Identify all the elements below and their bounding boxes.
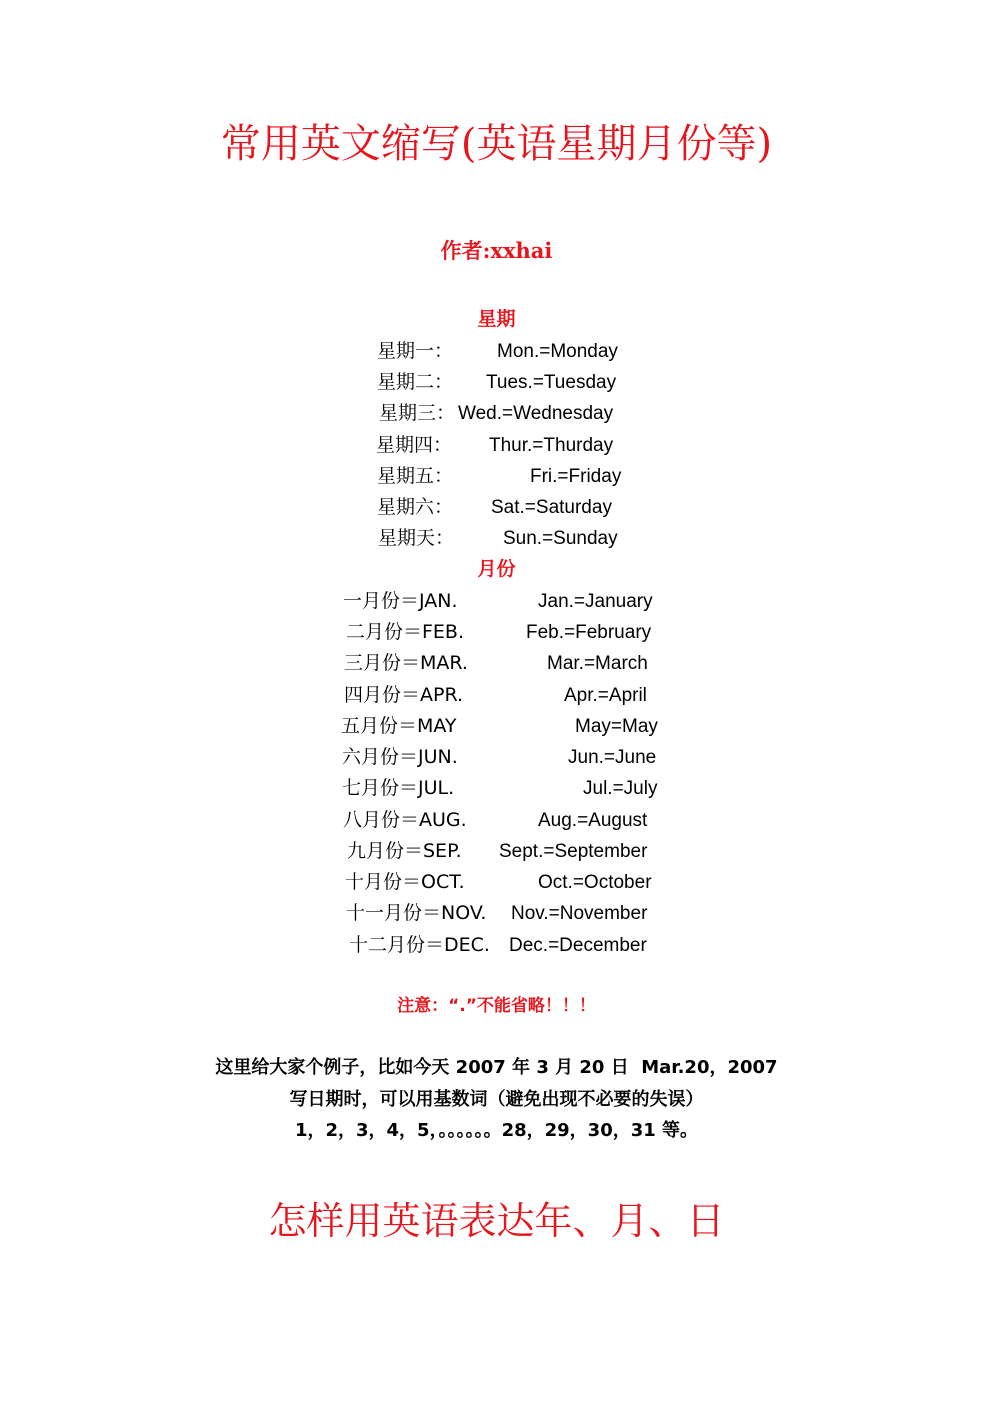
weekday-en: Mon.=Monday — [497, 341, 618, 362]
month-cn: 十二月份＝DEC. — [349, 934, 490, 956]
weekday-en: Sat.=Saturday — [491, 497, 612, 518]
month-cn: 七月份＝JUL. — [342, 777, 455, 799]
month-cn: 八月份＝AUG. — [343, 809, 467, 831]
weekday-en: Wed.=Wednesday — [458, 403, 614, 424]
month-en: Dec.=December — [509, 935, 647, 956]
month-cn: 九月份＝SEP. — [347, 840, 462, 862]
month-cn: 四月份＝APR. — [344, 684, 464, 706]
month-cn: 五月份＝MAY — [341, 715, 457, 737]
months-heading: 月份 — [477, 558, 516, 580]
month-en: Oct.=October — [538, 872, 652, 893]
weekday-cn: 星期天： — [378, 527, 455, 549]
month-cn: 三月份＝MAR. — [344, 652, 468, 674]
note-text: 注意：“.”不能省略！！！ — [397, 996, 596, 1016]
month-en: Apr.=April — [564, 685, 647, 706]
month-en: Jul.=July — [583, 778, 658, 799]
weekday-cn: 星期五： — [377, 465, 454, 487]
weekdays-heading: 星期 — [477, 308, 516, 330]
document-title: 常用英文缩写(英语星期月份等) — [220, 121, 773, 167]
weekday-en: Thur.=Thurday — [489, 435, 614, 456]
month-en: Nov.=November — [511, 903, 648, 924]
author-line: 作者:xxhai — [440, 238, 553, 263]
month-en: May=May — [575, 716, 658, 737]
weekday-en: Fri.=Friday — [530, 466, 622, 487]
weekday-cn: 星期二： — [377, 371, 454, 393]
example-line: 这里给大家个例子，比如今天 2007 年 3 月 20 日 Mar.20，2007 — [215, 1057, 778, 1078]
month-en: Jan.=January — [538, 591, 653, 612]
weekday-cn: 星期三： — [379, 402, 456, 424]
month-en: Jun.=June — [568, 747, 657, 768]
example-line: 1，2，3，4，5，。。。。。。28，29，30，31 等。 — [294, 1120, 699, 1141]
month-en: Sept.=September — [499, 841, 648, 862]
weekday-cn: 星期四： — [376, 434, 453, 456]
month-cn: 六月份＝JUN. — [342, 746, 458, 768]
month-cn: 十月份＝OCT. — [345, 871, 465, 893]
example-line: 写日期时，可以用基数词（避免出现不必要的失误） — [289, 1089, 704, 1110]
month-cn: 十一月份＝NOV. — [346, 902, 487, 924]
weekday-en: Sun.=Sunday — [503, 528, 618, 549]
weekday-en: Tues.=Tuesday — [486, 372, 617, 393]
month-en: Mar.=March — [547, 653, 648, 674]
month-en: Feb.=February — [526, 622, 652, 643]
month-cn: 一月份＝JAN. — [343, 590, 458, 612]
month-cn: 二月份＝FEB. — [346, 621, 465, 643]
month-en: Aug.=August — [538, 810, 648, 831]
weekday-cn: 星期六： — [377, 496, 454, 518]
weekday-cn: 星期一： — [377, 340, 454, 362]
section-title: 怎样用英语表达年、月、日 — [268, 1199, 725, 1243]
